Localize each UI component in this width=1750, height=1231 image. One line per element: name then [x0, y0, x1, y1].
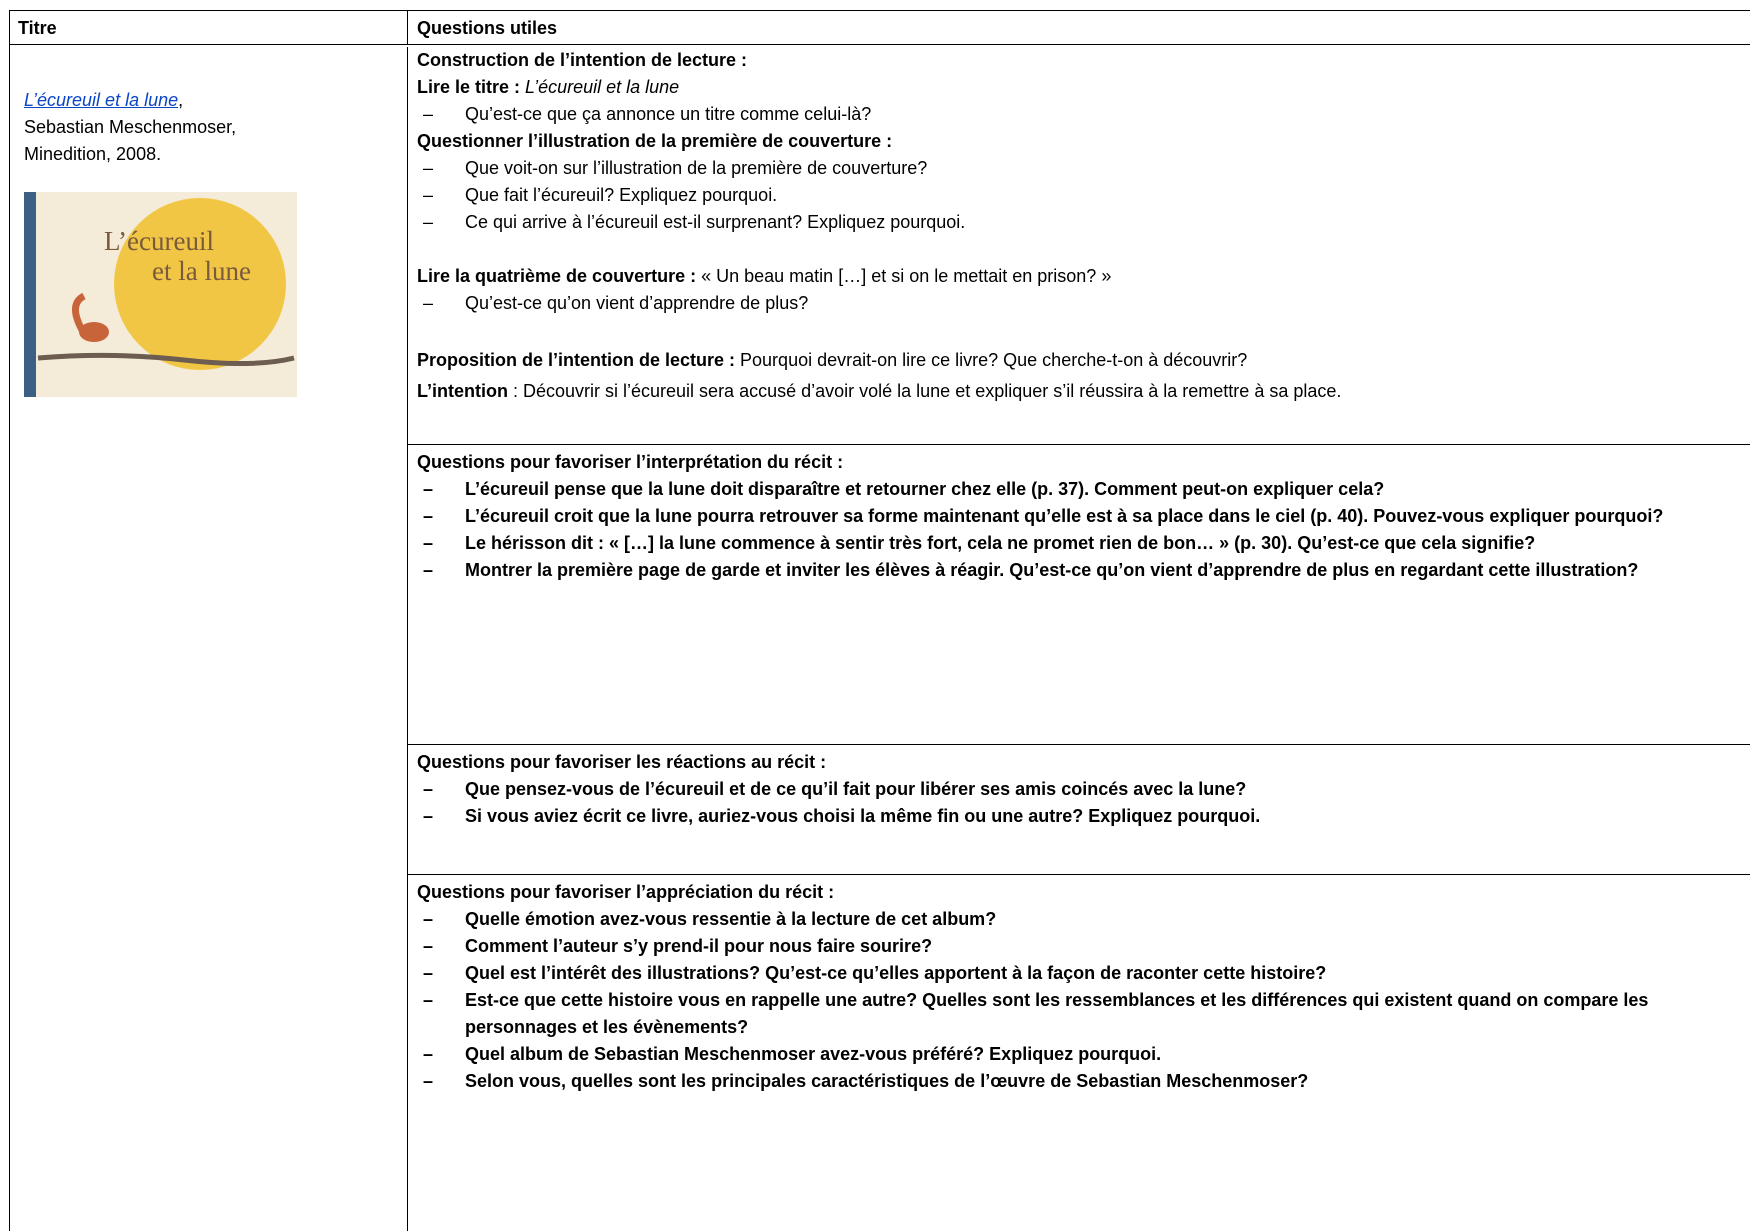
list-item: – Le hérisson dit : « […] la lune commence à sentir très fort, cela ne promet rien de bon… » (p. 30). Qu’est-ce que cela signifie?: [417, 530, 1750, 557]
questions-table: [9, 10, 1750, 1231]
list-item: – L’écureuil croit que la lune pourra retrouver sa forme maintenant qu’elle est à sa place dans le ciel (p. 40). Pouvez-vous expliquer pourquoi?: [417, 503, 1750, 530]
section-heading: Questions pour favoriser l’interprétation du récit :: [417, 452, 844, 472]
intent-text: : Découvrir si l’écureuil sera accusé d’avoir volé la lune et expliquer s’il réussira à la remettre à sa place.: [513, 381, 1342, 401]
list-item: – Montrer la première page de garde et inviter les élèves à réagir. Qu’est-ce qu’on vient d’apprendre de plus en regardant cette illustration?: [417, 557, 1750, 584]
book-publisher: Minedition, 2008.: [24, 144, 162, 164]
list-item: – Est-ce que cette histoire vous en rappelle une autre? Quelles sont les ressemblances et les différences qui existent quand on compare les personnages et les évènements?: [417, 987, 1750, 1041]
read-title-label: Lire le titre :: [417, 77, 521, 97]
cover-title-line1: L’écureuil: [104, 226, 214, 256]
back-cover-quote: « Un beau matin […] et si on le mettait en prison? »: [701, 266, 1112, 286]
list-item: – Quel est l’intérêt des illustrations? Qu’est-ce qu’elles apportent à la façon de raconter cette histoire?: [417, 960, 1750, 987]
book-cover-image: [24, 192, 297, 397]
cover-title-line2: et la lune: [152, 256, 251, 286]
title-column: [10, 47, 408, 1231]
list-item: – Que fait l’écureuil? Expliquez pourquoi.: [417, 182, 1750, 209]
book-title-comma: ,: [178, 90, 184, 110]
read-title-value: L’écureuil et la lune: [525, 77, 680, 97]
section-heading: Construction de l’intention de lecture :: [417, 50, 748, 70]
section-reading-intent: [408, 47, 1750, 444]
book-reference: [24, 87, 236, 168]
list-item: – Selon vous, quelles sont les principales caractéristiques de l’œuvre de Sebastian Meschenmoser?: [417, 1068, 1750, 1095]
proposal-label: Proposition de l’intention de lecture :: [417, 350, 736, 370]
list-item: – Quelle émotion avez-vous ressentie à la lecture de cet album?: [417, 906, 1750, 933]
back-cover-label: Lire la quatrième de couverture :: [417, 266, 697, 286]
list-item: – Qu’est-ce que ça annonce un titre comme celui-là?: [417, 101, 1750, 128]
section-heading: Questions pour favoriser l’appréciation du récit :: [417, 882, 835, 902]
list-item: – Comment l’auteur s’y prend-il pour nous faire sourire?: [417, 933, 1750, 960]
list-item: – Si vous aviez écrit ce livre, auriez-vous choisi la même fin ou une autre? Expliquez pourquoi.: [417, 803, 1750, 830]
illustration-heading: Questionner l’illustration de la première de couverture :: [417, 131, 893, 151]
book-author: Sebastian Meschenmoser,: [24, 117, 237, 137]
section-appreciation: [408, 874, 1750, 1231]
list-item: – L’écureuil pense que la lune doit disparaître et retourner chez elle (p. 37). Comment peut-on expliquer cela?: [417, 476, 1750, 503]
list-item: – Ce qui arrive à l’écureuil est-il surprenant? Expliquez pourquoi.: [417, 209, 1750, 236]
list-item: – Qu’est-ce qu’on vient d’apprendre de plus?: [417, 290, 1750, 317]
section-heading: Questions pour favoriser les réactions au récit :: [417, 752, 827, 772]
list-item: – Que voit-on sur l’illustration de la première de couverture?: [417, 155, 1750, 182]
header-title: Titre: [10, 11, 408, 45]
proposal-text: Pourquoi devrait-on lire ce livre? Que cherche-t-on à découvrir?: [740, 350, 1248, 370]
section-interpretation: [408, 444, 1750, 744]
intent-label: L’intention: [417, 381, 508, 401]
list-item: – Que pensez-vous de l’écureuil et de ce qu’il fait pour libérer ses amis coincés avec la lune?: [417, 776, 1750, 803]
book-title-link[interactable]: L’écureuil et la lune: [24, 90, 179, 110]
section-reactions: [408, 744, 1750, 874]
header-questions: Questions utiles: [408, 11, 1750, 45]
list-item: – Quel album de Sebastian Meschenmoser avez-vous préféré? Expliquez pourquoi.: [417, 1041, 1750, 1068]
